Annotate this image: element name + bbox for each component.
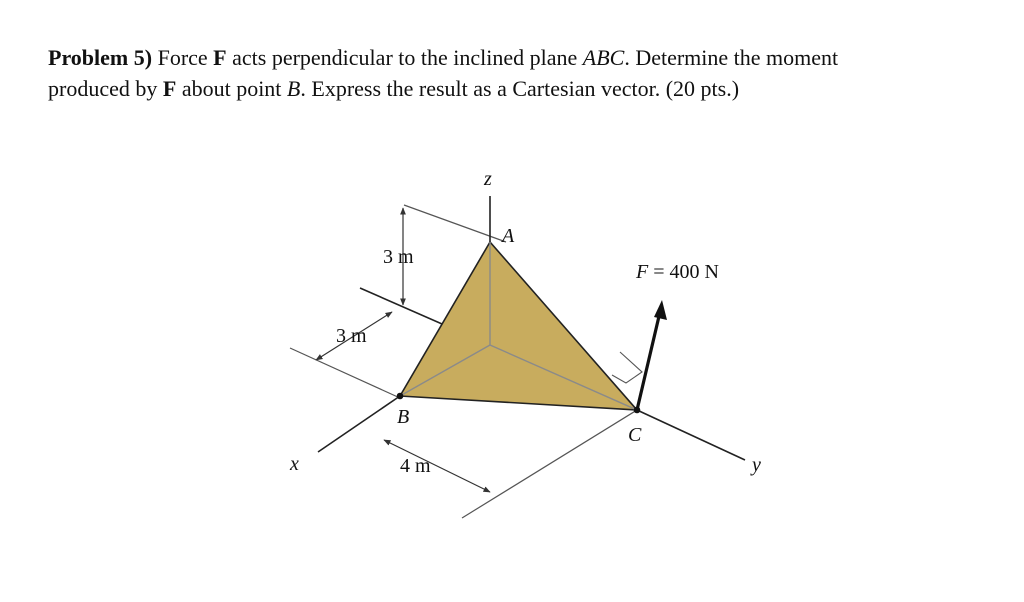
force-label bbox=[635, 261, 719, 283]
plane-name: ABC bbox=[582, 45, 625, 70]
point-b-label: B bbox=[397, 406, 410, 428]
point-name: B bbox=[286, 76, 301, 101]
z-axis-label: z bbox=[484, 168, 492, 190]
extension-line-bottom bbox=[462, 410, 637, 518]
problem-text-5: about point bbox=[176, 76, 287, 101]
perpendicular-marker bbox=[612, 352, 642, 383]
extension-line-left bbox=[290, 348, 400, 398]
plane-abc bbox=[400, 242, 637, 410]
problem-text-4: produced by bbox=[48, 76, 163, 101]
point-c-dot bbox=[634, 407, 641, 414]
dimension-label-y: 4 m bbox=[400, 455, 431, 477]
point-a-label: A bbox=[502, 225, 515, 247]
problem-text-2: acts perpendicular to the inclined plane bbox=[226, 45, 583, 70]
dimension-label-x: 3 m bbox=[336, 325, 367, 347]
point-b-dot bbox=[397, 393, 404, 400]
y-axis-label: y bbox=[752, 454, 761, 476]
x-axis bbox=[318, 396, 400, 452]
force-symbol: F bbox=[213, 45, 227, 70]
x-axis-label: x bbox=[290, 453, 299, 475]
problem-text-1: Force bbox=[152, 45, 214, 70]
y-axis bbox=[637, 410, 745, 460]
force-symbol-2: F bbox=[162, 76, 177, 101]
dimension-label-vertical: 3 m bbox=[383, 246, 414, 268]
problem-text-3: . Determine the moment bbox=[624, 45, 839, 70]
force-arrow-shaft bbox=[637, 312, 660, 410]
force-arrow-head bbox=[654, 300, 667, 320]
problem-text-6: . Express the result as a Cartesian vector. (20 pts.) bbox=[300, 76, 740, 101]
point-c-label: C bbox=[628, 424, 642, 446]
problem-heading: Problem 5) bbox=[48, 45, 153, 70]
force-label-value: = 400 N bbox=[648, 261, 719, 283]
force-label-symbol: F bbox=[636, 261, 649, 283]
